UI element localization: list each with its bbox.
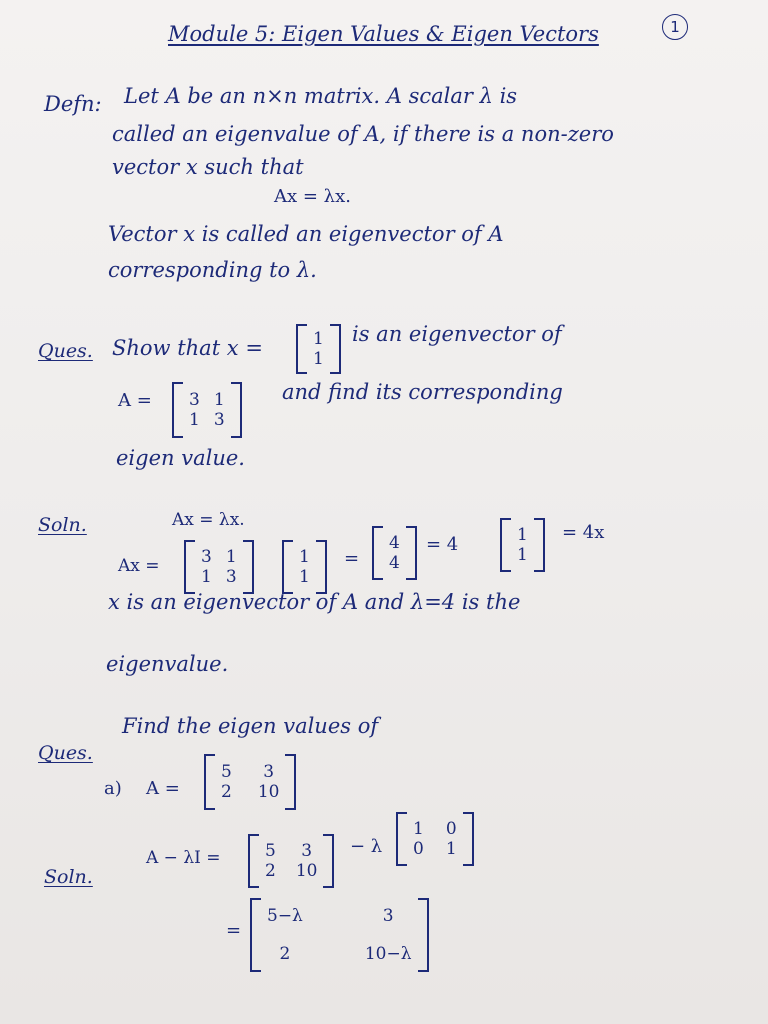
matrix-entry: 1 — [413, 819, 424, 839]
solution-1-equation: Ax = λx. — [172, 510, 245, 530]
question-1-x-vector — [296, 324, 341, 374]
matrix-entry: 1 — [189, 410, 200, 430]
matrix-entry: 3 — [301, 841, 313, 861]
solution-2-lhs: A − λI = — [146, 848, 221, 868]
solution-1-vector-2 — [500, 518, 545, 572]
solution-2-identity — [396, 812, 474, 866]
matrix-entry: 3 — [382, 906, 394, 926]
solution-1-eq-1: = — [344, 548, 360, 569]
x-vector-entry: 1 — [313, 329, 324, 349]
solution-1-product-vector — [372, 526, 417, 580]
vector-entry: 4 — [389, 533, 400, 553]
definition-line-5: corresponding to λ. — [108, 258, 317, 282]
question-1-text-c: and find its corresponding — [282, 380, 563, 404]
solution-2-result-matrix — [250, 898, 429, 972]
solution-2-minus: − λ — [350, 836, 383, 857]
definition-line-2: called an eigenvalue of A, if there is a non-zero — [112, 122, 614, 146]
definition-line-1: Let A be an n×n matrix. A scalar λ is — [124, 84, 518, 108]
vector-entry: 1 — [517, 525, 528, 545]
question-2-a-label: A = — [146, 778, 180, 799]
definition-line-3: vector x such that — [112, 155, 304, 179]
definition-line-4: Vector x is called an eigenvector of A — [108, 222, 504, 246]
matrix-entry: 0 — [445, 819, 457, 839]
solution-2-label: Soln. — [44, 866, 93, 888]
question-1-a-label: A = — [118, 390, 152, 411]
question-2-label: Ques. — [38, 742, 93, 764]
matrix-entry: 1 — [213, 390, 225, 410]
page-number: 1 — [662, 14, 688, 40]
question-1-label: Ques. — [38, 340, 93, 362]
matrix-entry: 3 — [189, 390, 200, 410]
page-title: Module 5: Eigen Values & Eigen Vectors — [168, 22, 599, 46]
solution-1-conclusion-2: eigenvalue. — [106, 652, 229, 676]
solution-1-result: = 4x — [562, 522, 605, 543]
matrix-entry: 2 — [265, 861, 276, 881]
question-1-text-a: Show that x = — [112, 336, 263, 360]
solution-1-matrix — [184, 540, 254, 594]
matrix-entry: 0 — [413, 839, 424, 859]
question-2-part: a) — [104, 778, 122, 799]
matrix-entry: 5 — [265, 841, 276, 861]
matrix-entry: 3 — [213, 410, 225, 430]
matrix-entry: 10−λ — [364, 944, 412, 964]
matrix-entry: 10 — [257, 782, 280, 802]
matrix-entry: 1 — [225, 547, 237, 567]
solution-1-ax-label: Ax = — [118, 556, 160, 576]
definition-label: Defn: — [44, 92, 102, 116]
vector-entry: 1 — [517, 545, 528, 565]
definition-equation: Ax = λx. — [274, 186, 351, 207]
matrix-entry: 3 — [201, 547, 212, 567]
x-vector-entry: 1 — [313, 349, 324, 369]
matrix-entry: 1 — [201, 567, 212, 587]
vector-entry: 4 — [389, 553, 400, 573]
question-2-text: Find the eigen values of — [122, 714, 379, 738]
question-1-matrix — [172, 382, 242, 438]
question-1-text-d: eigen value. — [116, 446, 245, 470]
matrix-entry: 5−λ — [267, 906, 303, 926]
solution-1-vector — [282, 540, 327, 594]
solution-1-conclusion-1: x is an eigenvector of A and λ=4 is the — [108, 590, 521, 614]
solution-2-matrix-a — [248, 834, 334, 888]
matrix-entry: 1 — [445, 839, 457, 859]
solution-1-label: Soln. — [38, 514, 87, 536]
vector-entry: 1 — [299, 567, 310, 587]
solution-2-equals: = — [226, 920, 242, 941]
vector-entry: 1 — [299, 547, 310, 567]
matrix-entry: 3 — [225, 567, 237, 587]
matrix-entry: 2 — [279, 944, 291, 964]
question-1-text-b: is an eigenvector of — [352, 322, 562, 346]
matrix-entry: 5 — [221, 762, 232, 782]
question-2-matrix — [204, 754, 296, 810]
matrix-entry: 10 — [295, 861, 318, 881]
matrix-entry: 2 — [221, 782, 232, 802]
solution-1-eq-2: = 4 — [426, 534, 459, 555]
matrix-entry: 3 — [263, 762, 275, 782]
